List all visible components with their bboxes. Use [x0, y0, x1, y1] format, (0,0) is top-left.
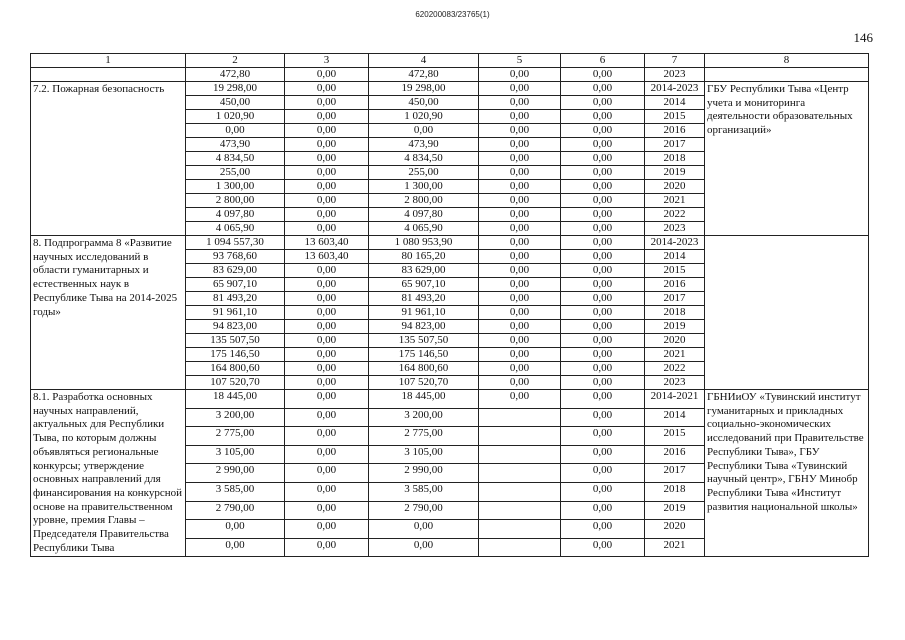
value-cell: 0,00 [479, 390, 561, 409]
value-cell: 0,00 [285, 264, 369, 278]
value-cell: 0,00 [369, 538, 479, 557]
value-cell: 0,00 [561, 96, 645, 110]
value-cell: 0,00 [479, 82, 561, 96]
value-cell: 255,00 [186, 166, 285, 180]
value-cell: 0,00 [561, 68, 645, 82]
value-cell: 0,00 [561, 110, 645, 124]
value-cell: 0,00 [479, 250, 561, 264]
value-cell: 135 507,50 [369, 334, 479, 348]
value-cell: 1 300,00 [186, 180, 285, 194]
value-cell: 1 020,90 [369, 110, 479, 124]
value-cell: 0,00 [561, 250, 645, 264]
value-cell: 0,00 [561, 445, 645, 464]
value-cell: 2021 [645, 348, 705, 362]
value-cell: 2014-2021 [645, 390, 705, 409]
value-cell: 2 790,00 [186, 501, 285, 520]
value-cell: 65 907,10 [186, 278, 285, 292]
value-cell: 0,00 [479, 362, 561, 376]
value-cell: 0,00 [561, 348, 645, 362]
section-executor: ГБУ Республики Тыва «Центр учета и мониторинга деятельности образовательных организаций» [705, 82, 869, 236]
name-cell [31, 68, 186, 82]
value-cell: 0,00 [561, 334, 645, 348]
value-cell: 0,00 [479, 110, 561, 124]
value-cell: 2020 [645, 520, 705, 539]
page-number: 146 [853, 30, 873, 45]
value-cell: 3 585,00 [369, 482, 479, 501]
value-cell: 83 629,00 [369, 264, 479, 278]
value-cell: 0,00 [285, 501, 369, 520]
value-cell: 107 520,70 [369, 376, 479, 390]
value-cell: 18 445,00 [369, 390, 479, 409]
value-cell: 2018 [645, 306, 705, 320]
value-cell: 91 961,10 [186, 306, 285, 320]
value-cell: 4 834,50 [186, 152, 285, 166]
value-cell: 3 105,00 [369, 445, 479, 464]
value-cell: 0,00 [285, 124, 369, 138]
value-cell: 0,00 [561, 376, 645, 390]
value-cell: 0,00 [479, 180, 561, 194]
value-cell: 2018 [645, 482, 705, 501]
header-row [31, 54, 869, 68]
value-cell: 80 165,20 [369, 250, 479, 264]
value-cell: 0,00 [561, 390, 645, 409]
value-cell: 0,00 [285, 334, 369, 348]
value-cell: 1 080 953,90 [369, 236, 479, 250]
value-cell: 4 065,90 [186, 222, 285, 236]
value-cell: 81 493,20 [186, 292, 285, 306]
value-cell: 0,00 [479, 348, 561, 362]
value-cell: 1 300,00 [369, 180, 479, 194]
value-cell: 0,00 [186, 520, 285, 539]
value-cell: 473,90 [369, 138, 479, 152]
column-header: 7 [645, 54, 705, 68]
value-cell: 18 445,00 [186, 390, 285, 409]
value-cell: 2014 [645, 96, 705, 110]
value-cell: 2019 [645, 501, 705, 520]
value-cell: 0,00 [561, 236, 645, 250]
value-cell: 4 065,90 [369, 222, 479, 236]
value-cell: 2014 [645, 250, 705, 264]
value-cell: 0,00 [285, 306, 369, 320]
value-cell: 2023 [645, 222, 705, 236]
value-cell: 0,00 [285, 166, 369, 180]
value-cell: 0,00 [561, 166, 645, 180]
value-cell: 0,00 [561, 501, 645, 520]
table-body [31, 54, 869, 557]
value-cell: 0,00 [561, 362, 645, 376]
value-cell: 0,00 [285, 152, 369, 166]
value-cell: 0,00 [561, 464, 645, 483]
value-cell: 0,00 [479, 166, 561, 180]
value-cell: 0,00 [285, 82, 369, 96]
value-cell: 0,00 [186, 124, 285, 138]
column-header: 8 [705, 54, 869, 68]
value-cell: 2014-2023 [645, 236, 705, 250]
value-cell: 450,00 [186, 96, 285, 110]
value-cell: 2023 [645, 68, 705, 82]
value-cell: 0,00 [285, 464, 369, 483]
value-cell: 0,00 [285, 348, 369, 362]
value-cell: 0,00 [285, 180, 369, 194]
section-name: 8. Подпрограмма 8 «Развитие научных исследований в области гуманитарных и естественных наук в Республике Тыва на 2014-2025 годы» [31, 236, 186, 390]
value-cell: 2 990,00 [369, 464, 479, 483]
value-cell: 0,00 [479, 264, 561, 278]
value-cell: 473,90 [186, 138, 285, 152]
value-cell: 0,00 [561, 538, 645, 557]
value-cell: 0,00 [285, 278, 369, 292]
budget-table [30, 53, 869, 557]
value-cell: 2016 [645, 124, 705, 138]
value-cell: 19 298,00 [186, 82, 285, 96]
value-cell: 0,00 [285, 482, 369, 501]
value-cell: 2022 [645, 362, 705, 376]
value-cell: 0,00 [561, 292, 645, 306]
value-cell: 135 507,50 [186, 334, 285, 348]
column-header: 1 [31, 54, 186, 68]
value-cell: 0,00 [561, 264, 645, 278]
section-name: 8.1. Разработка основных научных направлений, актуальных для Республики Тыва, по которым должны объявляться региональные конкурсы; утверждение основных направлений для финансирования на конкурсной основе на правительственном уровне, премия Главы – Председателя Правительства Республики Тыва [31, 390, 186, 557]
value-cell: 0,00 [285, 427, 369, 446]
value-cell: 13 603,40 [285, 250, 369, 264]
value-cell: 0,00 [561, 194, 645, 208]
value-cell: 2014 [645, 408, 705, 427]
value-cell: 0,00 [479, 194, 561, 208]
value-cell: 0,00 [479, 124, 561, 138]
value-cell: 0,00 [561, 138, 645, 152]
value-cell: 0,00 [561, 520, 645, 539]
table-row [31, 82, 869, 96]
value-cell: 0,00 [561, 482, 645, 501]
value-cell: 2017 [645, 292, 705, 306]
value-cell: 0,00 [285, 138, 369, 152]
value-cell: 0,00 [285, 292, 369, 306]
value-cell: 2021 [645, 538, 705, 557]
value-cell: 255,00 [369, 166, 479, 180]
value-cell: 0,00 [479, 320, 561, 334]
value-cell: 0,00 [285, 408, 369, 427]
value-cell: 175 146,50 [186, 348, 285, 362]
value-cell [479, 408, 561, 427]
value-cell: 0,00 [285, 520, 369, 539]
value-cell: 0,00 [561, 408, 645, 427]
value-cell: 0,00 [561, 152, 645, 166]
value-cell: 2021 [645, 194, 705, 208]
value-cell: 13 603,40 [285, 236, 369, 250]
value-cell: 450,00 [369, 96, 479, 110]
value-cell [479, 427, 561, 446]
value-cell: 83 629,00 [186, 264, 285, 278]
value-cell: 4 097,80 [186, 208, 285, 222]
column-header: 2 [186, 54, 285, 68]
value-cell [479, 520, 561, 539]
value-cell: 2 790,00 [369, 501, 479, 520]
value-cell: 2014-2023 [645, 82, 705, 96]
value-cell [479, 538, 561, 557]
value-cell: 0,00 [479, 334, 561, 348]
value-cell: 19 298,00 [369, 82, 479, 96]
value-cell: 0,00 [285, 320, 369, 334]
value-cell: 0,00 [285, 68, 369, 82]
value-cell: 0,00 [285, 194, 369, 208]
executor-cell [705, 68, 869, 82]
value-cell: 2019 [645, 320, 705, 334]
value-cell: 0,00 [479, 376, 561, 390]
value-cell: 0,00 [479, 306, 561, 320]
value-cell: 1 020,90 [186, 110, 285, 124]
value-cell: 0,00 [561, 222, 645, 236]
value-cell: 4 097,80 [369, 208, 479, 222]
column-header: 4 [369, 54, 479, 68]
value-cell: 2017 [645, 464, 705, 483]
value-cell: 94 823,00 [186, 320, 285, 334]
value-cell: 0,00 [479, 138, 561, 152]
value-cell: 3 200,00 [369, 408, 479, 427]
value-cell: 0,00 [561, 278, 645, 292]
value-cell: 1 094 557,30 [186, 236, 285, 250]
value-cell: 3 105,00 [186, 445, 285, 464]
value-cell: 0,00 [285, 96, 369, 110]
value-cell: 91 961,10 [369, 306, 479, 320]
value-cell: 472,80 [186, 68, 285, 82]
value-cell: 3 585,00 [186, 482, 285, 501]
column-header: 3 [285, 54, 369, 68]
value-cell: 164 800,60 [186, 362, 285, 376]
value-cell: 93 768,60 [186, 250, 285, 264]
value-cell [479, 501, 561, 520]
value-cell: 3 200,00 [186, 408, 285, 427]
value-cell: 0,00 [479, 152, 561, 166]
value-cell: 0,00 [186, 538, 285, 557]
value-cell: 0,00 [561, 320, 645, 334]
value-cell: 0,00 [561, 306, 645, 320]
section-name: 7.2. Пожарная безопасность [31, 82, 186, 236]
value-cell: 2022 [645, 208, 705, 222]
value-cell: 2 990,00 [186, 464, 285, 483]
value-cell: 2 800,00 [186, 194, 285, 208]
value-cell: 2015 [645, 427, 705, 446]
value-cell: 2018 [645, 152, 705, 166]
value-cell: 0,00 [479, 208, 561, 222]
value-cell: 0,00 [285, 445, 369, 464]
value-cell: 0,00 [561, 82, 645, 96]
value-cell: 2 800,00 [369, 194, 479, 208]
value-cell: 2016 [645, 278, 705, 292]
value-cell [479, 482, 561, 501]
value-cell: 0,00 [285, 110, 369, 124]
value-cell: 0,00 [285, 208, 369, 222]
value-cell: 65 907,10 [369, 278, 479, 292]
value-cell: 2020 [645, 334, 705, 348]
value-cell: 0,00 [285, 538, 369, 557]
column-header: 6 [561, 54, 645, 68]
value-cell: 0,00 [561, 427, 645, 446]
value-cell: 81 493,20 [369, 292, 479, 306]
table-row [31, 390, 869, 409]
value-cell: 2023 [645, 376, 705, 390]
section-executor [705, 236, 869, 390]
value-cell [479, 464, 561, 483]
value-cell: 0,00 [561, 124, 645, 138]
value-cell: 0,00 [479, 68, 561, 82]
value-cell: 107 520,70 [186, 376, 285, 390]
value-cell: 2017 [645, 138, 705, 152]
value-cell: 4 834,50 [369, 152, 479, 166]
value-cell: 164 800,60 [369, 362, 479, 376]
value-cell: 0,00 [479, 236, 561, 250]
value-cell: 2 775,00 [369, 427, 479, 446]
value-cell: 0,00 [369, 124, 479, 138]
value-cell: 94 823,00 [369, 320, 479, 334]
value-cell: 2015 [645, 110, 705, 124]
section-executor: ГБНИиОУ «Тувинский институт гуманитарных и прикладных социально-экономических исследований при Правительстве Республики Тыва», ГБУ Республики Тыва «Тувинский научный центр», ГБНУ Минобр Республики Тыва «Институт развития национальной школы» [705, 390, 869, 557]
value-cell: 0,00 [479, 292, 561, 306]
value-cell: 0,00 [285, 390, 369, 409]
table-row [31, 236, 869, 250]
value-cell: 2020 [645, 180, 705, 194]
value-cell: 2015 [645, 264, 705, 278]
table-row [31, 68, 869, 82]
value-cell: 0,00 [285, 376, 369, 390]
value-cell: 0,00 [285, 222, 369, 236]
value-cell [479, 445, 561, 464]
document-id: 620200083/23765(1) [415, 10, 490, 19]
value-cell: 0,00 [479, 96, 561, 110]
value-cell: 0,00 [479, 222, 561, 236]
value-cell: 2 775,00 [186, 427, 285, 446]
value-cell: 2016 [645, 445, 705, 464]
column-header: 5 [479, 54, 561, 68]
value-cell: 2019 [645, 166, 705, 180]
value-cell: 0,00 [561, 180, 645, 194]
value-cell: 0,00 [479, 278, 561, 292]
value-cell: 472,80 [369, 68, 479, 82]
value-cell: 0,00 [561, 208, 645, 222]
value-cell: 0,00 [369, 520, 479, 539]
value-cell: 0,00 [285, 362, 369, 376]
value-cell: 175 146,50 [369, 348, 479, 362]
